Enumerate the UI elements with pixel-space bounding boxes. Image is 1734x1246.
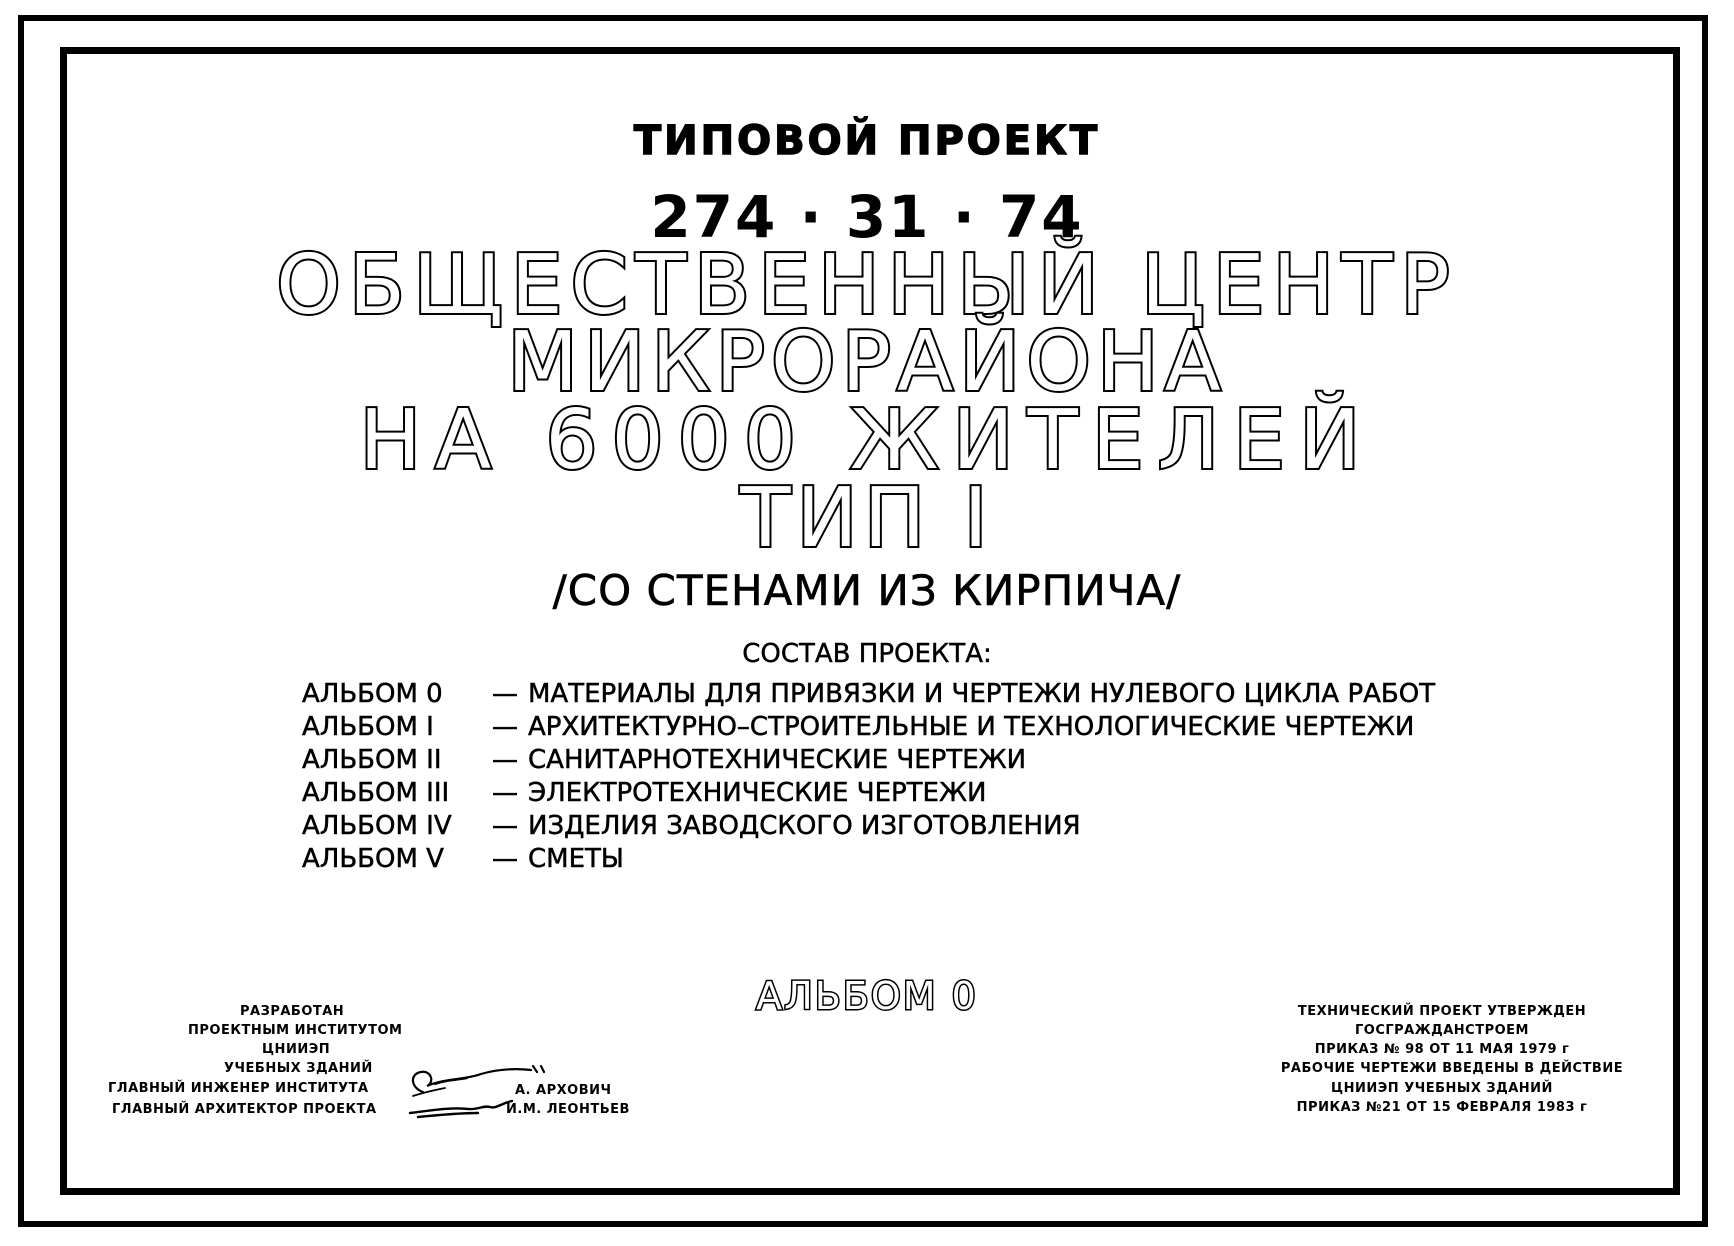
- developer-line-3: ЦНИИЭП: [262, 1042, 331, 1057]
- album-dash: —: [492, 745, 518, 775]
- album-item: [302, 678, 1435, 711]
- chief-engineer-name: А. АРХОВИЧ: [515, 1083, 612, 1098]
- album-dash: —: [492, 679, 518, 709]
- album-item: [302, 777, 1435, 810]
- album-name: АЛЬБОМ III: [302, 778, 450, 808]
- chief-architect-title: ГЛАВНЫЙ АРХИТЕКТОР ПРОЕКТА: [112, 1102, 377, 1117]
- album-dash: —: [492, 712, 518, 742]
- project-number: 274 · 31 · 74: [650, 183, 1084, 251]
- album-item: [302, 711, 1435, 744]
- album-list: [302, 678, 1435, 876]
- album-name: АЛЬБОМ 0: [302, 679, 443, 709]
- album-description: СМЕТЫ: [528, 844, 624, 874]
- project-type-label: ТИПОВОЙ ПРОЕКТ: [633, 118, 1101, 164]
- album-item: [302, 744, 1435, 777]
- title-line-1: ОБЩЕСТВЕННЫЙ ЦЕНТР: [276, 238, 1458, 333]
- subtitle: /СО СТЕНАМИ ИЗ КИРПИЧА/: [552, 566, 1182, 615]
- approval-line-2: ГОСГРАЖДАНСТРОЕМ: [1355, 1023, 1529, 1038]
- album-dash: —: [492, 778, 518, 808]
- title-line-4: ТИП I: [740, 471, 994, 566]
- composition-heading: СОСТАВ ПРОЕКТА:: [742, 639, 992, 669]
- album-item: [302, 810, 1435, 843]
- album-description: АРХИТЕКТУРНО–СТРОИТЕЛЬНЫЕ И ТЕХНОЛОГИЧЕСКИЕ ЧЕРТЕЖИ: [528, 712, 1415, 742]
- developer-line-2: ПРОЕКТНЫМ ИНСТИТУТОМ: [188, 1023, 403, 1038]
- approval-line-3: ПРИКАЗ № 98 ОТ 11 МАЯ 1979 г: [1314, 1042, 1570, 1057]
- album-dash: —: [492, 811, 518, 841]
- developer-line-1: РАЗРАБОТАН: [240, 1004, 345, 1019]
- chief-engineer-title: ГЛАВНЫЙ ИНЖЕНЕР ИНСТИТУТА: [108, 1081, 369, 1096]
- album-item: [302, 843, 1435, 876]
- approval-line-1: ТЕХНИЧЕСКИЙ ПРОЕКТ УТВЕРЖДЕН: [1297, 1004, 1587, 1019]
- album-name: АЛЬБОМ IV: [302, 811, 452, 841]
- album-dash: —: [492, 844, 518, 874]
- album-name: АЛЬБОМ V: [302, 844, 444, 874]
- album-description: МАТЕРИАЛЫ ДЛЯ ПРИВЯЗКИ И ЧЕРТЕЖИ НУЛЕВОГО ЦИКЛА РАБОТ: [528, 679, 1436, 709]
- chief-engineer-signature: [405, 1062, 550, 1102]
- album-description: ИЗДЕЛИЯ ЗАВОДСКОГО ИЗГОТОВЛЕНИЯ: [528, 811, 1081, 841]
- current-album-label: АЛЬБОМ 0: [756, 974, 978, 1018]
- album-name: АЛЬБОМ II: [302, 745, 442, 775]
- chief-architect-signature: [408, 1097, 518, 1121]
- approval-line-4: РАБОЧИЕ ЧЕРТЕЖИ ВВЕДЕНЫ В ДЕЙСТВИЕ: [1280, 1061, 1624, 1076]
- title-line-3: НА 6000 ЖИТЕЛЕЙ: [359, 393, 1375, 488]
- album-description: ЭЛЕКТРОТЕХНИЧЕСКИЕ ЧЕРТЕЖИ: [528, 778, 987, 808]
- developer-line-4: УЧЕБНЫХ ЗДАНИЙ: [224, 1061, 373, 1076]
- album-description: САНИТАРНОТЕХНИЧЕСКИЕ ЧЕРТЕЖИ: [528, 745, 1027, 775]
- approval-line-5: ЦНИИЭП УЧЕБНЫХ ЗДАНИЙ: [1331, 1081, 1553, 1096]
- title-line-2: МИКРОРАЙОНА: [507, 315, 1227, 410]
- album-name: АЛЬБОМ I: [302, 712, 434, 742]
- chief-architect-name: И.М. ЛЕОНТЬЕВ: [506, 1102, 630, 1117]
- approval-line-6: ПРИКАЗ №21 ОТ 15 ФЕВРАЛЯ 1983 г: [1296, 1100, 1588, 1115]
